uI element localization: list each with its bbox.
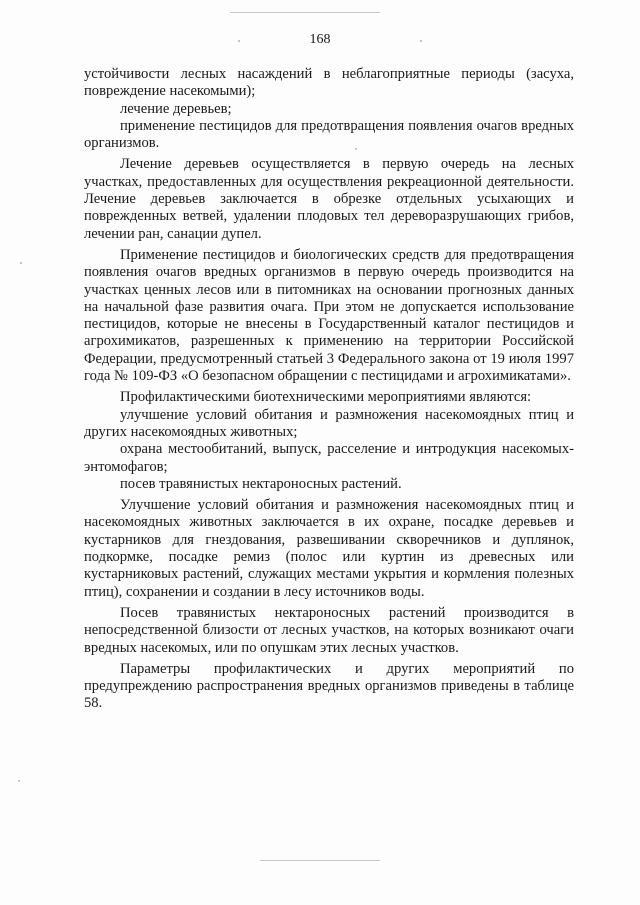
scan-artifact-top — [230, 12, 380, 13]
paragraph: Лечение деревьев осуществляется в первую очередь на лесных участках, предоставленных для осуществления рекреационной деятельности. Лечение деревьев заключается в обрезке отдельных усыхающих и поврежденных ветвей, удалении плодовых тел дереворазрушающих грибов, лечении ран, санации дупел. — [84, 156, 574, 242]
paragraph: посев травянистых нектароносных растений. — [120, 475, 402, 492]
page-number: 168 — [309, 32, 331, 47]
scan-artifact-bottom — [260, 860, 380, 861]
paragraph: Параметры профилактических и других мероприятий по предупреждению распространения вредных организмов приведены в таблице 58. — [84, 660, 574, 712]
body-text — [84, 66, 574, 713]
scan-artifact-dot — [20, 262, 22, 264]
paragraph: Посев травянистых нектароносных растений производится в непосредственной близости от лесных участков, на которых возникают очаги вредных насекомых, или по опушкам этих лесных участков. — [84, 604, 574, 656]
paragraph: Профилактическими биотехническими мероприятиями являются: — [120, 389, 532, 406]
scan-artifact-dot — [18, 780, 20, 782]
paragraph: устойчивости лесных насаждений в неблагоприятные периоды (засуха, повреждение насекомыми); — [84, 66, 574, 100]
paragraph: Применение пестицидов и биологических средств для предотвращения появления очагов вредных организмов в первую очередь производится на участках ценных лесов или в питомниках на основании прогнозных данных на начальной фазе развития очага. При этом не допускается использование пестицидов, которые не внесены в Государственный каталог пестицидов и агрохимикатов, разрешенных к применению на территории Российской Федерации, предусмотренный статьей 3 Федерального закона от 19 июля 1997 года № 109-ФЗ «О безопасном обращении с пестицидами и агрохимикатами». — [84, 246, 574, 385]
paragraph: охрана местообитаний, выпуск, расселение и интродукция насекомых-энтомофагов; — [84, 441, 574, 475]
paragraph: применение пестицидов для предотвращения появления очагов вредных организмов. — [84, 117, 574, 152]
paragraph: Улучшение условий обитания и размножения насекомоядных птиц и насекомоядных животных заключается в их охране, посадке деревьев и кустарников для гнездования, развешивании скворечников и дуплянок, подкормке, посадке ремиз (полос или куртин из древесных или кустарниковых растений, служащих местами укрытия и кормления полезных птиц), сохранении и создании в лесу источников воды. — [84, 497, 574, 600]
paragraph: улучшение условий обитания и размножения насекомоядных птиц и других насекомоядных животных; — [84, 406, 574, 440]
paragraph: лечение деревьев; — [120, 100, 232, 117]
